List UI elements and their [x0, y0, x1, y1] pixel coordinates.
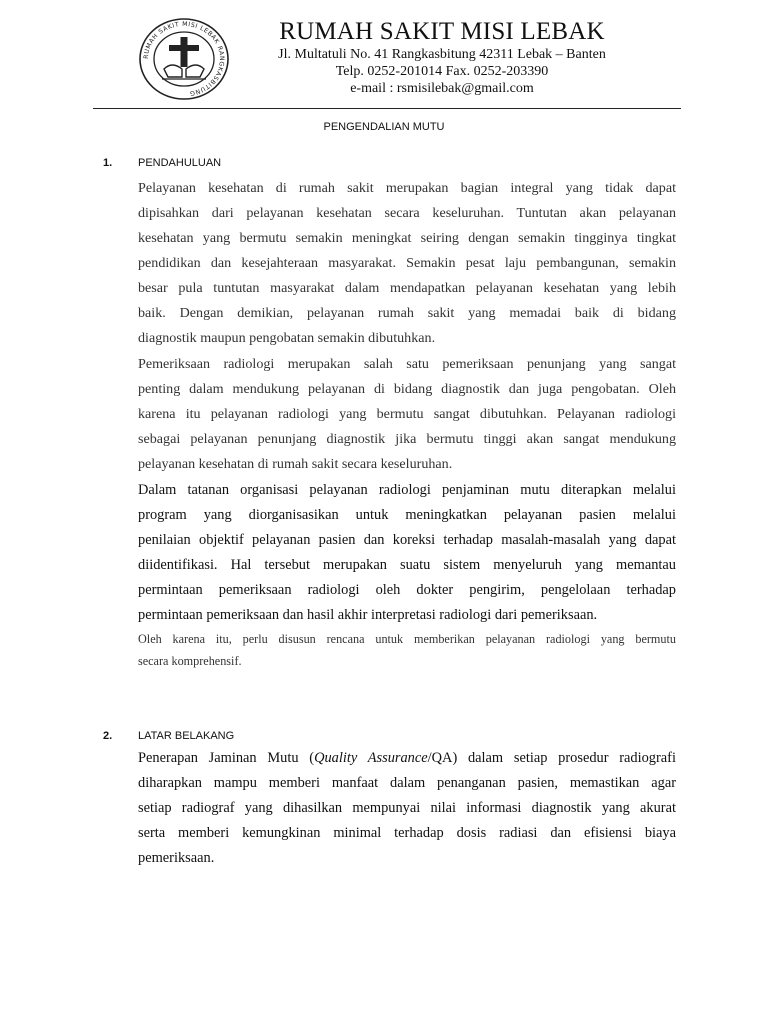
paragraph-line: serta memberi kemungkinan minimal terhadap dosis radiasi dan efisiensi biaya [138, 825, 676, 841]
paragraph-line: sebagai pelayanan penunjang diagnostik jika bermutu tinggi akan sangat mendukung [138, 431, 676, 447]
paragraph-line: Pelayanan kesehatan di rumah sakit merupakan bagian integral yang tidak dapat [138, 180, 676, 196]
hospital-seal-logo [138, 17, 230, 101]
section-heading-latar-belakang: LATAR BELAKANG [138, 730, 235, 742]
paragraph-line: Pemeriksaan radiologi merupakan salah satu pemeriksaan penunjang yang sangat [138, 356, 676, 372]
section-number: 1. [103, 157, 113, 169]
paragraph-line: kesehatan yang bermutu semakin meningkat seiring dengan semakin tingginya tingkat [138, 230, 676, 246]
paragraph-line: diidentifikasi. Hal tersebut merupakan suatu sistem menyeluruh yang memantau [138, 557, 676, 573]
paragraph [138, 628, 676, 672]
paragraph-line: permintaan pemeriksaan dan hasil akhir interpretasi radiologi dari pemeriksaan. [138, 607, 598, 623]
paragraph-line: secara komprehensif. [138, 654, 242, 668]
paragraph-line: besar pula tuntutan masyarakat dalam mendapatkan pelayanan kesehatan yang lebih [138, 280, 676, 296]
paragraph [138, 352, 676, 477]
paragraph-line: program yang diorganisasikan untuk meningkatkan pelayanan pasien melalui [138, 507, 676, 523]
letterhead-divider [93, 108, 681, 109]
paragraph-line: penting dalam mendukung pelayanan di bidang diagnostik dan juga pengobatan. Oleh [138, 381, 676, 397]
seal-text: RUMAH SAKIT MISI LEBAK RANGKASBITUNG [142, 20, 226, 97]
paragraph-line: diagnostik maupun pengobatan semakin dibutuhkan. [138, 330, 436, 346]
paragraph-line: dipisahkan dari pelayanan kesehatan secara keseluruhan. Tuntutan akan pelayanan [138, 205, 676, 221]
paragraph [138, 176, 676, 351]
paragraph-line: Oleh karena itu, perlu disusun rencana untuk memberikan pelayanan radiologi yang bermutu [138, 632, 676, 646]
section-heading-pendahuluan: PENDAHULUAN [138, 157, 222, 169]
paragraph-line: pelayanan kesehatan di rumah sakit secara keseluruhan. [138, 456, 453, 472]
paragraph-line: pemeriksaan. [138, 850, 215, 866]
section-number: 2. [103, 730, 113, 742]
qa-prefix: Penerapan Jaminan Mutu ( [138, 750, 315, 766]
paragraph-line: permintaan pemeriksaan radiologi oleh dokter pengirim, pengelolaan terhadap [138, 582, 676, 598]
paragraph-line: pendidikan dan kesejahteraan masyarakat. Semakin pesat laju pembangunan, semakin [138, 255, 676, 271]
hospital-name: RUMAH SAKIT MISI LEBAK [279, 18, 605, 45]
paragraph-line: setiap radiograf yang dihasilkan mempunyai nilai informasi diagnostik yang akurat [138, 800, 676, 816]
paragraph-line: penilaian objektif pelayanan pasien dan koreksi terhadap masalah-masalah yang dapat [138, 532, 676, 548]
paragraph [138, 478, 676, 628]
paragraph-line: karena itu pelayanan radiologi yang bermutu sangat dibutuhkan. Pelayanan radiologi [138, 406, 676, 422]
paragraph-line: diharapkan mampu memberi manfaat dalam penanganan pasien, memastikan agar [138, 775, 676, 791]
paragraph-line-qa [138, 746, 676, 771]
hospital-address: Jl. Multatuli No. 41 Rangkasbitung 42311 Lebak – Banten [278, 47, 606, 62]
hospital-phone-fax: Telp. 0252-201014 Fax. 0252-203390 [335, 64, 549, 79]
qa-suffix: /QA) dalam setiap prosedur radiografi [427, 750, 676, 766]
document-title: PENGENDALIAN MUTU [323, 121, 445, 133]
qa-italic: Quality Assurance [314, 750, 428, 766]
hospital-email: e-mail : rsmisilebak@gmail.com [350, 81, 534, 96]
paragraph-line: Dalam tatanan organisasi pelayanan radiologi penjaminan mutu diterapkan melalui [138, 482, 676, 498]
letterhead [0, 0, 768, 110]
paragraph [138, 746, 676, 871]
paragraph-line: baik. Dengan demikian, pelayanan rumah sakit yang memadai baik di bidang [138, 305, 676, 321]
